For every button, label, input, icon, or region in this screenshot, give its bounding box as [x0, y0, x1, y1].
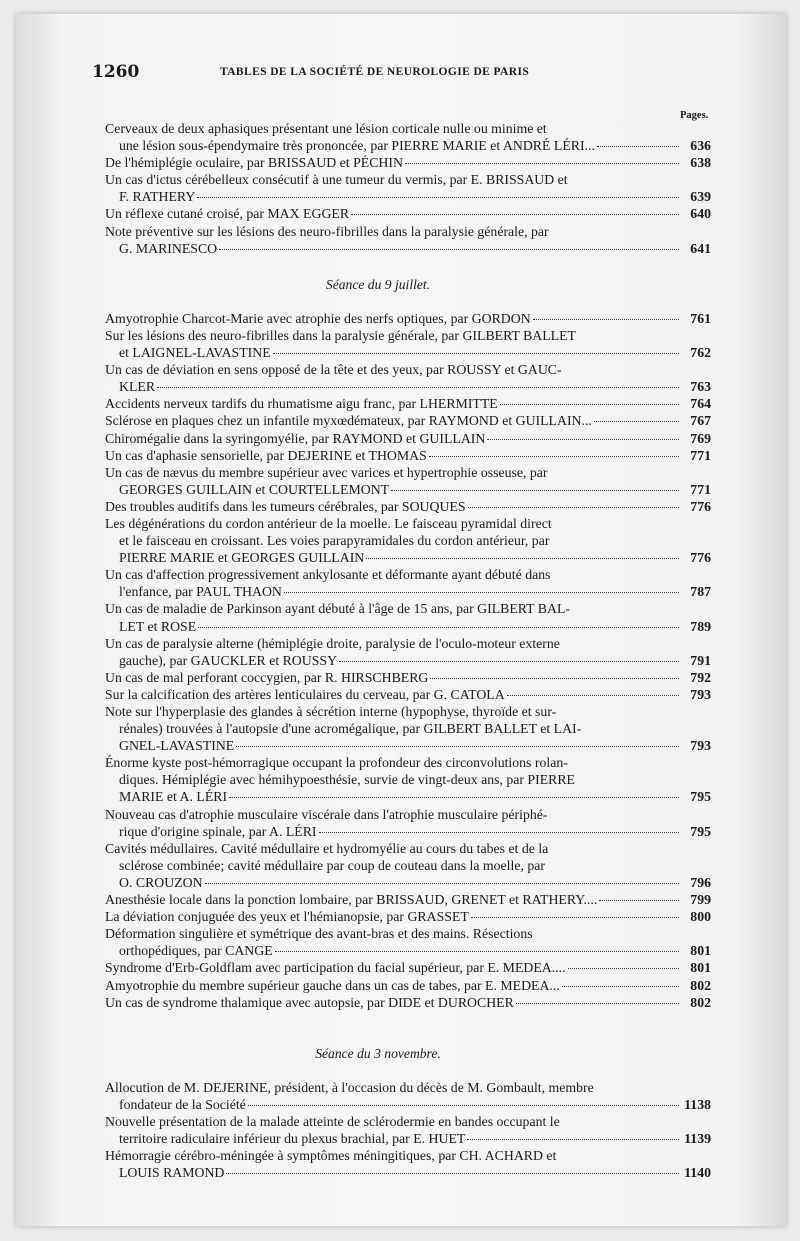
- entry-line: [105, 223, 711, 240]
- page-reference: 789: [690, 618, 711, 634]
- index-entry: [105, 310, 711, 327]
- entry-line: [105, 1130, 711, 1147]
- index-entry: [105, 1079, 711, 1113]
- index-entry: [105, 1113, 711, 1147]
- dot-leader: [429, 455, 679, 457]
- entry-line: [105, 549, 711, 566]
- entry-text: Énorme kyste post-hémorragique occupant la profondeur des circonvolutions rolan-: [105, 755, 568, 771]
- page-reference: 795: [690, 789, 711, 805]
- index-entry: [105, 840, 711, 891]
- page-number: 1260: [92, 62, 140, 82]
- page-header: [92, 60, 702, 86]
- entry-line: [105, 1147, 711, 1164]
- entry-line: [105, 635, 711, 652]
- entry-line: [105, 874, 711, 891]
- entry-text: Un cas d'affection progressivement ankylosante et déformante ayant débuté dans: [105, 567, 551, 583]
- entry-text: Anesthésie locale dans la ponction lombaire, par BRISSAUD, GRENET et RATHERY....: [105, 892, 598, 908]
- running-title: TABLES DE LA SOCIÉTÉ DE NEUROLOGIE DE PARIS: [220, 66, 530, 78]
- page-reference: 640: [690, 206, 711, 222]
- dot-leader: [273, 352, 679, 354]
- dot-leader: [467, 1138, 679, 1140]
- page-reference: 761: [690, 310, 711, 326]
- entry-text: GEORGES GUILLAIN et COURTELLEMONT: [119, 481, 390, 497]
- index-entry: [105, 703, 711, 754]
- entry-text: Note sur l'hyperplasie des glandes à sécrétion interne (hypophyse, thyroïde et sur-: [105, 704, 557, 719]
- entry-line: [105, 652, 711, 669]
- pages-column-label: Pages.: [680, 110, 709, 121]
- dot-leader: [198, 626, 679, 628]
- index-entry: [105, 205, 711, 222]
- dot-leader: [487, 438, 679, 440]
- entry-line: [105, 481, 711, 498]
- entry-line: [105, 1113, 711, 1130]
- dot-leader: [197, 196, 679, 198]
- entry-line: [105, 188, 711, 205]
- entry-text: Syndrome d'Erb-Goldflam avec participation du facial supérieur, par E. MEDEA....: [105, 960, 566, 976]
- entry-text: et le faisceau en croissant. Les voies parapyramidales du cordon antérieur, par: [119, 533, 550, 549]
- entry-text: Les dégénérations du cordon antérieur de la moelle. Le faisceau pyramidal direct: [105, 515, 552, 531]
- page-reference: 771: [690, 481, 711, 497]
- dot-leader: [516, 1002, 679, 1004]
- entry-text: l'enfance, par PAUL THAON: [119, 584, 282, 600]
- dot-leader: [405, 162, 679, 164]
- entry-text: territoire radiculaire inférieur du plexus brachial, par E. HUET: [119, 1131, 466, 1147]
- dot-leader: [568, 967, 679, 969]
- seance-heading: Séance du 9 juillet.: [325, 276, 431, 292]
- page-reference: 638: [690, 155, 711, 171]
- page-reference: 769: [690, 430, 711, 446]
- dot-leader: [248, 1104, 679, 1106]
- entry-line: [105, 925, 711, 942]
- entry-line: [105, 618, 711, 635]
- dot-leader: [562, 985, 679, 987]
- dot-leader: [226, 1172, 679, 1174]
- entry-text: Un cas de maladie de Parkinson ayant débuté à l'âge de 15 ans, par GILBERT BAL-: [105, 601, 570, 617]
- index-entry: [105, 412, 711, 429]
- page-reference: 793: [690, 686, 711, 702]
- entry-text: KLER: [119, 379, 156, 395]
- entry-text: Sur les lésions des neuro-fibrilles dans la paralysie générale, par GILBERT BALLET: [105, 327, 576, 343]
- page-reference: 802: [690, 977, 711, 993]
- page-reference: 762: [690, 345, 711, 361]
- page-reference: 767: [690, 413, 711, 429]
- entry-line: [105, 137, 711, 154]
- dot-leader: [236, 745, 679, 747]
- dot-leader: [366, 557, 679, 559]
- dot-leader: [319, 831, 679, 833]
- page-reference: 771: [690, 447, 711, 463]
- entry-text: La déviation conjuguée des yeux et l'hémianopsie, par GRASSET: [105, 909, 469, 925]
- entry-line: [105, 395, 711, 412]
- entry-text: O. CROUZON: [119, 874, 203, 890]
- index-entry: [105, 430, 711, 447]
- entry-text: LET et ROSE: [119, 618, 197, 634]
- entry-text: Note préventive sur les lésions des neuro-fibrilles dans la paralysie générale, par: [105, 223, 549, 239]
- dot-leader: [597, 145, 679, 147]
- entry-text: Un cas de syndrome thalamique avec autopsie, par DIDE et DUROCHER: [105, 994, 514, 1010]
- dot-leader: [500, 403, 679, 405]
- dot-leader: [275, 950, 679, 952]
- entry-text: Un cas de paralysie alterne (hémiplégie droite, paralysie de l'oculo-moteur externe: [105, 635, 560, 651]
- entry-text: Un cas d'aphasie sensorielle, par DEJERINE et THOMAS: [105, 447, 427, 463]
- entry-line: [105, 600, 711, 617]
- entry-text: Nouvelle présentation de la malade atteinte de sclérodermie en bandes occupant le: [105, 1113, 560, 1129]
- page-reference: 639: [690, 189, 711, 205]
- entry-text: Allocution de M. DEJERINE, président, à l'occasion du décès de M. Gombault, membre: [105, 1079, 594, 1095]
- entry-line: [105, 840, 711, 857]
- entry-text: De l'hémiplégie oculaire, par BRISSAUD et PÉCHIN: [105, 155, 403, 171]
- entry-text: Nouveau cas d'atrophie musculaire viscérale dans l'atrophie musculaire périphé-: [105, 806, 548, 822]
- entry-text: MARIE et A. LÉRI: [119, 789, 228, 805]
- page-reference: 801: [690, 943, 711, 959]
- page-reference: 801: [690, 960, 711, 976]
- index-entry: [105, 669, 711, 686]
- entry-line: [105, 959, 711, 976]
- index-entry: [105, 361, 711, 395]
- dot-leader: [468, 506, 679, 508]
- page-reference: 796: [690, 874, 711, 890]
- entry-text: Des troubles auditifs dans les tumeurs cérébrales, par SOUQUES: [105, 498, 466, 514]
- entry-text: diques. Hémiplégie avec hémihypoesthésie, survie de vingt-deux ans, par PIERRE: [119, 772, 575, 788]
- entry-line: [105, 120, 711, 137]
- page-reference: 792: [690, 669, 711, 685]
- entry-text: Amyotrophie Charcot-Marie avec atrophie des nerfs optiques, par GORDON: [105, 310, 531, 326]
- entry-line: [105, 412, 711, 429]
- page-reference: 764: [690, 396, 711, 412]
- entry-text: gauche), par GAUCKLER et ROUSSY: [119, 652, 338, 668]
- index-entry: [105, 891, 711, 908]
- entry-text: PIERRE MARIE et GEORGES GUILLAIN: [119, 550, 365, 566]
- entry-text: rique d'origine spinale, par A. LÉRI: [119, 823, 317, 839]
- dot-leader: [533, 318, 679, 320]
- entry-text: orthopédiques, par CANGE: [119, 943, 273, 959]
- entry-line: [105, 977, 711, 994]
- entry-line: [105, 1096, 711, 1113]
- page-reference: 795: [690, 823, 711, 839]
- entry-text: Chiromégalie dans la syringomyélie, par RAYMOND et GUILLAIN: [105, 430, 486, 446]
- entry-text: Cerveaux de deux aphasiques présentant une lésion corticale nulle ou minime et: [105, 121, 547, 136]
- entry-line: [105, 806, 711, 823]
- page-reference: 636: [690, 138, 711, 154]
- entry-line: [105, 754, 711, 771]
- entry-line: [105, 583, 711, 600]
- page-reference: 1138: [684, 1096, 711, 1112]
- entry-text: Un cas de déviation en sens opposé de la tête et des yeux, par ROUSSY et GAUC-: [105, 362, 562, 378]
- entry-text: sclérose combinée; cavité médullaire par coup de couteau dans la moelle, par: [119, 857, 545, 873]
- entry-line: [105, 327, 711, 344]
- entry-line: [105, 344, 711, 361]
- dot-leader: [430, 677, 679, 679]
- entry-text: fondateur de la Société: [119, 1096, 246, 1112]
- page-reference: 793: [690, 738, 711, 754]
- page-reference: 641: [690, 240, 711, 256]
- entry-text: Un cas de nævus du membre supérieur avec varices et hypertrophie osseuse, par: [105, 464, 548, 480]
- dot-leader: [339, 660, 679, 662]
- index-entry: [105, 223, 711, 257]
- dot-leader: [391, 489, 679, 491]
- entry-line: [105, 171, 711, 188]
- dot-leader: [507, 694, 679, 696]
- entry-line: [105, 154, 711, 171]
- index-entry: [105, 464, 711, 498]
- page-reference: 1140: [684, 1165, 711, 1181]
- entry-line: [105, 669, 711, 686]
- index-entry: [105, 498, 711, 515]
- dot-leader: [284, 591, 679, 593]
- entry-line: [105, 857, 711, 874]
- index-entry: [105, 120, 711, 154]
- entry-line: [105, 994, 711, 1011]
- entry-line: [105, 205, 711, 222]
- entry-line: [105, 240, 711, 257]
- entry-line: [105, 823, 711, 840]
- entry-line: [105, 720, 711, 737]
- entry-line: [105, 361, 711, 378]
- index-entry: [105, 806, 711, 840]
- entry-text: Un réflexe cutané croisé, par MAX EGGER: [105, 206, 350, 222]
- dot-leader: [205, 882, 679, 884]
- entry-text: une lésion sous-épendymaire très prononcée, par PIERRE MARIE et ANDRÉ LÉRI...: [119, 138, 595, 154]
- page-reference: 787: [690, 584, 711, 600]
- entry-line: [105, 771, 711, 788]
- entry-text: Sclérose en plaques chez un infantile myxœdémateux, par RAYMOND et GUILLAIN...: [105, 413, 592, 429]
- entry-text: Un cas d'ictus cérébelleux consécutif à une tumeur du vermis, par E. BRISSAUD et: [105, 172, 568, 188]
- index-entry: [105, 977, 711, 994]
- page-reference: 1139: [684, 1131, 711, 1147]
- entry-line: [105, 788, 711, 805]
- dot-leader: [351, 213, 679, 215]
- index-entry: [105, 447, 711, 464]
- entry-text: G. MARINESCO: [119, 240, 218, 256]
- entry-text: Amyotrophie du membre supérieur gauche dans un cas de tabes, par E. MEDEA...: [105, 977, 560, 993]
- entry-text: Accidents nerveux tardifs du rhumatisme aigu franc, par LHERMITTE: [105, 396, 498, 412]
- dot-leader: [599, 899, 679, 901]
- entry-line: [105, 515, 711, 532]
- page-reference: 763: [690, 379, 711, 395]
- entry-line: [105, 566, 711, 583]
- page-reference: 800: [690, 909, 711, 925]
- entry-line: [105, 447, 711, 464]
- page-reference: 802: [690, 994, 711, 1010]
- page-reference: 791: [690, 652, 711, 668]
- entry-line: [105, 1164, 711, 1181]
- entry-line: [105, 942, 711, 959]
- entry-line: [105, 378, 711, 395]
- entry-line: [105, 310, 711, 327]
- index-entry: [105, 515, 711, 566]
- entry-line: [105, 908, 711, 925]
- index-entry: [105, 994, 711, 1011]
- page-reference: 799: [690, 892, 711, 908]
- page-reference: 776: [690, 498, 711, 514]
- index-content: [105, 120, 711, 1181]
- index-entry: [105, 754, 711, 805]
- entry-line: [105, 464, 711, 481]
- entry-text: LOUIS RAMOND: [119, 1165, 225, 1181]
- entry-text: Cavités médullaires. Cavité médullaire et hydromyélie au cours du tabes et de la: [105, 840, 549, 856]
- page-reference: 776: [690, 550, 711, 566]
- entry-line: [105, 891, 711, 908]
- entry-line: [105, 1079, 711, 1096]
- entry-text: GNEL-LAVASTINE: [119, 738, 235, 754]
- entry-line: [105, 498, 711, 515]
- index-entry: [105, 908, 711, 925]
- entry-line: [105, 686, 711, 703]
- index-entry: [105, 154, 711, 171]
- index-entry: [105, 600, 711, 634]
- entry-text: F. RATHERY: [119, 189, 196, 205]
- index-entry: [105, 925, 711, 959]
- dot-leader: [594, 420, 679, 422]
- entry-text: Un cas de mal perforant coccygien, par R. HIRSCHBERG: [105, 669, 429, 685]
- entry-text: et LAIGNEL-LAVASTINE: [119, 345, 271, 361]
- dot-leader: [471, 916, 679, 918]
- dot-leader: [157, 386, 679, 388]
- entry-text: Déformation singulière et symétrique des avant-bras et des mains. Résections: [105, 926, 533, 942]
- index-entry: [105, 686, 711, 703]
- entry-line: [105, 737, 711, 754]
- entry-text: Hémorragie cérébro-méningée à symptômes méningitiques, par CH. ACHARD et: [105, 1148, 557, 1164]
- index-entry: [105, 327, 711, 361]
- index-entry: [105, 566, 711, 600]
- index-entry: [105, 395, 711, 412]
- index-entry: [105, 959, 711, 976]
- entry-line: [105, 703, 711, 720]
- index-entry: [105, 1147, 711, 1181]
- dot-leader: [229, 796, 679, 798]
- dot-leader: [219, 248, 679, 250]
- index-entry: [105, 171, 711, 205]
- entry-line: [105, 430, 711, 447]
- index-entry: [105, 635, 711, 669]
- entry-line: [105, 532, 711, 549]
- entry-text: rénales) trouvées à l'autopsie d'une acromégalique, par GILBERT BALLET et LAI-: [119, 721, 582, 737]
- entry-text: Sur la calcification des artères lenticulaires du cerveau, par G. CATOLA: [105, 686, 505, 702]
- seance-heading: Séance du 3 novembre.: [315, 1045, 441, 1061]
